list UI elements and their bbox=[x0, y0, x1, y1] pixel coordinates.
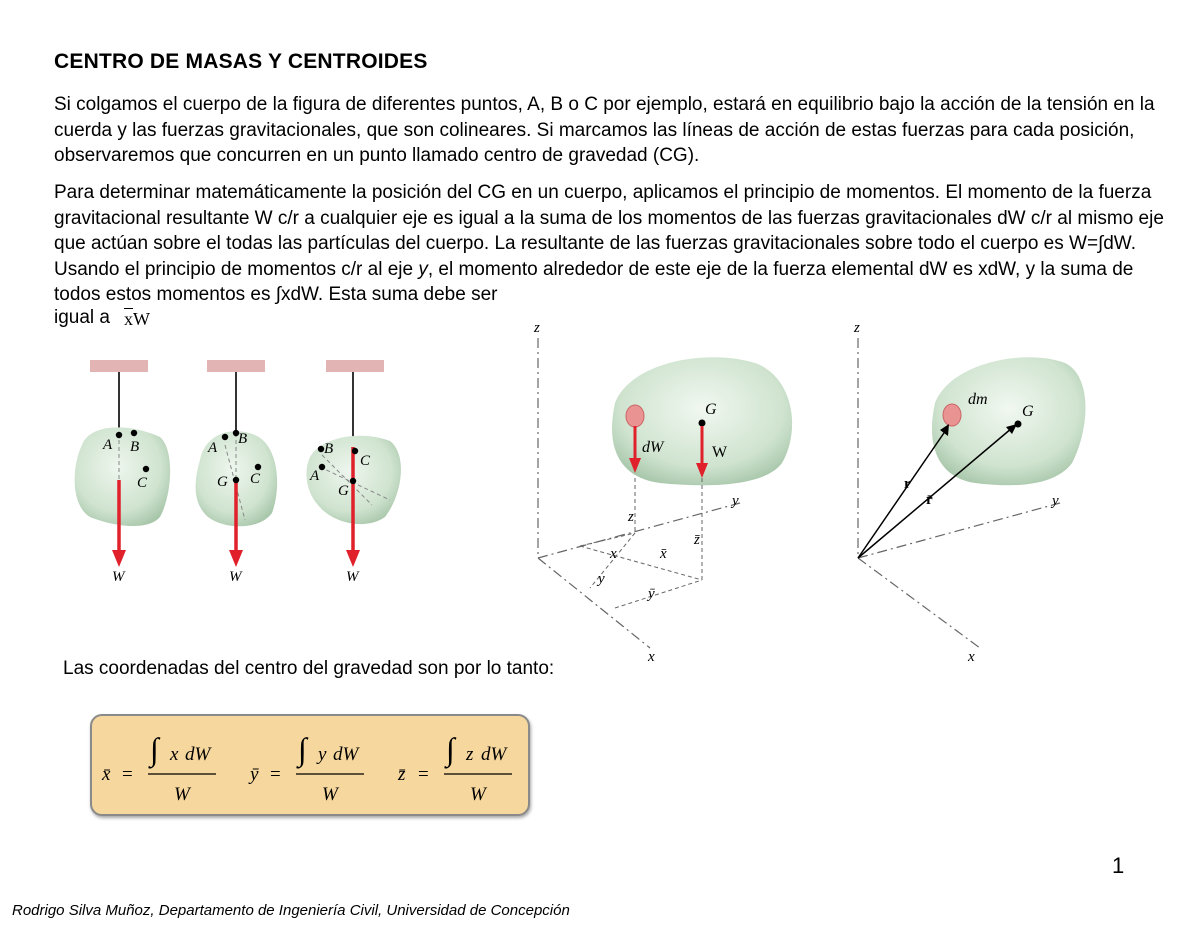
label-b-1: B bbox=[130, 439, 140, 455]
formula-xbar-equals: = bbox=[122, 764, 133, 785]
g-label-dm: G bbox=[1022, 403, 1034, 420]
formula-ybar-var: y bbox=[318, 744, 327, 765]
x-axis-3 bbox=[858, 558, 980, 648]
xbar-coord-label: x̄ bbox=[660, 546, 667, 562]
label-g-2: G bbox=[217, 474, 228, 490]
paragraph-1: Si colgamos el cuerpo de la figura de diferentes puntos, A, B o C por ejemplo, estará en equilibrio bajo la acción de la tensión en la cuerda y las fuerzas gravitacionales, que son colineares. Si marcamos las líneas de acción de estas fuerzas para cada posición, observaremos que concurren en un punto llamado centro de gravedad (CG). bbox=[54, 94, 1155, 166]
label-a-3: A bbox=[310, 468, 320, 484]
coordinates-intro-text: Las coordenadas del centro del gravedad son por lo tanto: bbox=[63, 658, 555, 679]
dw-body-figure bbox=[520, 318, 820, 663]
xbar-symbol: $\overline{x}$ bbox=[124, 309, 133, 329]
formula-xbar-lhs: x̄ bbox=[102, 764, 111, 785]
formula-ybar-equals: = bbox=[270, 764, 281, 785]
page-title: CENTRO DE MASAS Y CENTROIDES bbox=[54, 50, 428, 73]
page-number: 1 bbox=[1112, 853, 1125, 878]
formula-zbar bbox=[397, 731, 512, 805]
mass-element-dw bbox=[626, 405, 644, 427]
formula-ybar-den: W bbox=[322, 784, 338, 805]
formula-zbar-equals: = bbox=[418, 764, 429, 785]
x-axis-label-3: x bbox=[968, 649, 975, 663]
y-axis-2 bbox=[538, 503, 740, 558]
y-axis-3 bbox=[858, 503, 1060, 558]
point-a-1 bbox=[116, 432, 122, 438]
z-axis-label-2: z bbox=[534, 320, 540, 336]
g-label-dw: G bbox=[705, 401, 717, 418]
paragraph-2-text-a: Para determinar matemáticamente la posición del CG en un cuerpo, aplicamos el principio de momentos. El momento de la fuerza gravitacional resultante W c/r a cualquier eje es igual a la suma de los momentos de las fuerzas gravitacionales dW c/r al mismo eje que actúan sobre el todas las partículas del cuerpo. La resultante de las fuerzas gravitacionales sobre todo el cuerpo es W=∫dW. Usando el principio de momentos c/r al eje bbox=[54, 182, 1164, 280]
label-w-2: W bbox=[229, 569, 242, 585]
ceiling-support-3 bbox=[326, 360, 384, 372]
label-c-3: C bbox=[360, 453, 371, 469]
formula-xbar-den: W bbox=[174, 784, 190, 805]
formula-zbar-integral: ∫ bbox=[446, 731, 455, 767]
y-axis-label-2: y bbox=[732, 493, 739, 509]
ybar-dim bbox=[615, 580, 702, 608]
point-g-dw bbox=[699, 420, 706, 427]
hanging-body-2 bbox=[196, 360, 278, 585]
label-w-3: W bbox=[346, 569, 359, 585]
weight-arrowhead-2 bbox=[229, 550, 243, 567]
mass-element-dm bbox=[943, 404, 961, 426]
formula-box bbox=[90, 714, 530, 816]
label-b-2: B bbox=[238, 431, 248, 447]
label-g-3: G bbox=[338, 483, 349, 499]
dm-label: dm bbox=[968, 391, 988, 408]
point-g-2 bbox=[233, 477, 239, 483]
rbar-label: r̄ bbox=[926, 492, 933, 508]
r-label: r bbox=[904, 476, 911, 492]
xbar-w-expression bbox=[124, 309, 150, 330]
footer-credit: Rodrigo Silva Muñoz, Departamento de Ingeniería Civil, Universidad de Concepción bbox=[12, 902, 570, 919]
ceiling-support-2 bbox=[207, 360, 265, 372]
w-symbol: W bbox=[133, 309, 150, 329]
ceiling-support-1 bbox=[90, 360, 148, 372]
formula-xbar-integral: ∫ bbox=[150, 731, 159, 767]
label-a-2: A bbox=[208, 440, 218, 456]
dw-x-dim bbox=[580, 533, 635, 546]
centroid-formulas bbox=[92, 716, 528, 814]
igual-a-text: igual a bbox=[54, 307, 110, 328]
w-label-dw: W bbox=[712, 444, 728, 461]
formula-zbar-lhs: z̄ bbox=[398, 764, 406, 785]
formula-zbar-dw: dW bbox=[481, 744, 507, 765]
weight-arrowhead-1 bbox=[112, 550, 126, 567]
body-shape-1 bbox=[75, 427, 171, 526]
hanging-body-1 bbox=[75, 360, 171, 585]
dm-body-figure bbox=[840, 318, 1090, 663]
label-a-1: A bbox=[103, 437, 113, 453]
weight-arrowhead-3 bbox=[346, 550, 360, 567]
point-c-1 bbox=[143, 466, 149, 472]
point-c-2 bbox=[255, 464, 261, 470]
formula-xbar bbox=[101, 731, 216, 805]
label-c-1: C bbox=[137, 475, 148, 491]
formula-zbar-den: W bbox=[470, 784, 486, 805]
formula-ybar-lhs: ȳ bbox=[250, 764, 259, 785]
formula-xbar-var: x bbox=[170, 744, 179, 765]
z-axis-label-3: z bbox=[854, 320, 860, 336]
label-b-3: B bbox=[324, 441, 334, 457]
formula-zbar-var: z bbox=[466, 744, 474, 765]
dw-label: dW bbox=[642, 439, 664, 456]
ybar-coord-label: ȳ bbox=[648, 586, 655, 602]
formula-xbar-dw: dW bbox=[185, 744, 211, 765]
paragraph-2 bbox=[54, 180, 1164, 308]
point-g-3 bbox=[350, 478, 356, 484]
x-axis-label-2: x bbox=[648, 649, 655, 663]
point-a-2 bbox=[222, 434, 228, 440]
x-coord-label: x bbox=[610, 546, 617, 562]
point-c-3 bbox=[352, 448, 358, 454]
point-a-3 bbox=[319, 464, 325, 470]
zbar-coord-label: z̄ bbox=[694, 532, 700, 548]
hanging-bodies-figure bbox=[60, 345, 420, 585]
y-coord-label: y bbox=[598, 571, 605, 587]
x-axis-2 bbox=[538, 558, 650, 648]
y-axis-label-3: y bbox=[1052, 493, 1059, 509]
formula-ybar-dw: dW bbox=[333, 744, 359, 765]
label-c-2: C bbox=[250, 471, 261, 487]
formula-ybar bbox=[248, 731, 364, 805]
point-b-1 bbox=[131, 430, 137, 436]
formula-ybar-integral: ∫ bbox=[298, 731, 307, 767]
paragraph-2-text-b: , el momento alrededor de este eje de la fuerza elemental dW es xdW, y la suma de todos estos momentos es ∫xdW. Esta suma debe ser bbox=[54, 258, 1134, 305]
label-w-1: W bbox=[112, 569, 125, 585]
axis-y-italic: y bbox=[418, 258, 428, 280]
z-coord-label: z bbox=[628, 509, 634, 525]
hanging-body-3 bbox=[306, 360, 400, 585]
